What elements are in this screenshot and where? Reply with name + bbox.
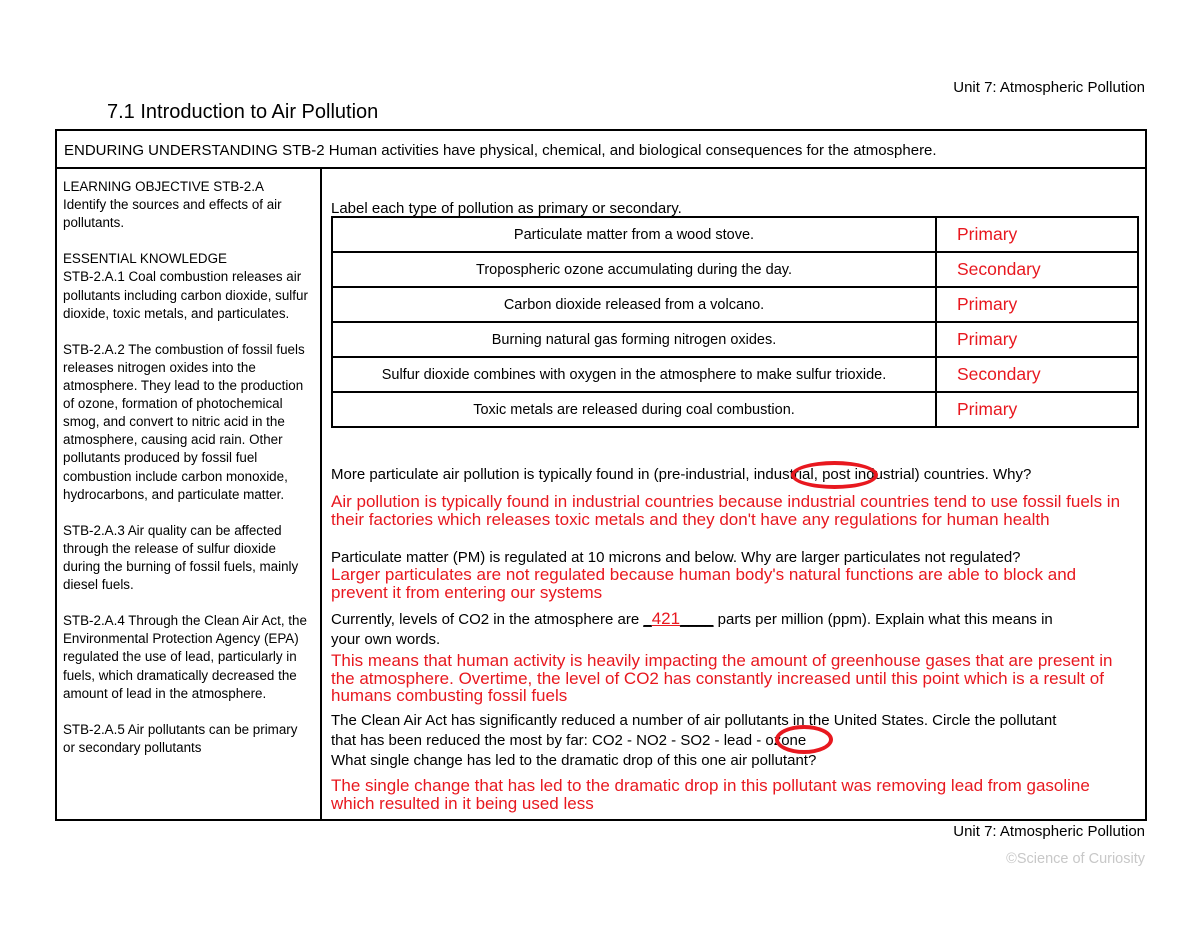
enduring-understanding: ENDURING UNDERSTANDING STB-2 Human activities have physical, chemical, and biological consequences for the atmosphere. bbox=[57, 131, 1145, 169]
question-industrial-post: , post industrial) countries. Why? bbox=[813, 466, 1032, 483]
unit-footer: Unit 7: Atmospheric Pollution bbox=[953, 823, 1145, 840]
pollution-description: Tropospheric ozone accumulating during the day. bbox=[332, 252, 936, 287]
pollution-description: Toxic metals are released during coal combustion. bbox=[332, 392, 936, 427]
question-clean-air-act-line2 bbox=[331, 731, 806, 751]
co2-blank: ____ bbox=[680, 611, 714, 628]
essential-knowledge-text: STB-2.A.1 Coal combustion releases air pollutants including carbon dioxide, sulfur dioxide, toxic metals, and particulates. bbox=[63, 269, 308, 321]
question-co2-pre: Currently, levels of CO2 in the atmosphere are bbox=[331, 611, 644, 628]
answer-circle bbox=[791, 461, 878, 489]
pollution-description: Burning natural gas forming nitrogen oxides. bbox=[332, 322, 936, 357]
table-row bbox=[332, 217, 1138, 252]
pollution-answer: Secondary bbox=[936, 357, 1138, 392]
pollution-answer: Primary bbox=[936, 287, 1138, 322]
learning-objective-text: Identify the sources and effects of air pollutants. bbox=[63, 197, 282, 231]
answer-co2: This means that human activity is heavily impacting the amount of greenhouse gases that are present in the atmosphere. Overtime, the level of CO2 has constantly increased until this point which is a result of humans combusting fossil fuels bbox=[331, 651, 1113, 706]
essential-knowledge-title: ESSENTIAL KNOWLEDGE bbox=[63, 251, 227, 267]
pollution-description: Particulate matter from a wood stove. bbox=[332, 217, 936, 252]
answer-circle bbox=[775, 725, 833, 754]
copyright: ©Science of Curiosity bbox=[1006, 851, 1145, 867]
answer-particulates: Larger particulates are not regulated because human body's natural functions are able to block and prevent it from entering our systems bbox=[331, 565, 1077, 602]
essential-knowledge-4: STB-2.A.4 Through the Clean Air Act, the Environmental Protection Agency (EPA) regulated the use of lead, particularly in fuels, which dramatically decreased the amount of lead in the atmosphere. bbox=[63, 613, 307, 701]
question-co2 bbox=[331, 609, 1053, 630]
objectives-column bbox=[57, 169, 322, 819]
pollutant-list-pre: that has been reduced the most by far: CO2 - NO2 - SO2 - bbox=[331, 732, 724, 749]
question-industrial bbox=[331, 465, 1031, 485]
co2-blank: _ bbox=[643, 611, 652, 628]
page-title: 7.1 Introduction to Air Pollution bbox=[107, 101, 379, 123]
learning-objective-title: LEARNING OBJECTIVE STB-2.A bbox=[63, 179, 264, 194]
question-co2-line2: your own words. bbox=[331, 631, 441, 648]
question-industrial-pre: More particulate air pollution is typically found in (pre-industrial, bbox=[331, 466, 754, 483]
pollution-description: Sulfur dioxide combines with oxygen in the atmosphere to make sulfur trioxide. bbox=[332, 357, 936, 392]
essential-knowledge-1 bbox=[63, 250, 312, 322]
circled-lead: lead bbox=[723, 732, 753, 749]
co2-value: 421 bbox=[651, 609, 681, 628]
circled-industrial: industrial bbox=[753, 466, 814, 483]
pollution-answer: Secondary bbox=[936, 252, 1138, 287]
table-row bbox=[332, 252, 1138, 287]
pollution-answer: Primary bbox=[936, 392, 1138, 427]
essential-knowledge-2: STB-2.A.2 The combustion of fossil fuels releases nitrogen oxides into the atmosphere. They lead to the production of ozone, formation of photochemical smog, and convert to nitric acid in the atmosphere, causing acid rain. Other pollutants produced by fossil fuel combustion include carbon monoxide, hydrocarbons, and particulate matter. bbox=[63, 341, 305, 502]
answer-industrial: Air pollution is typically found in industrial countries because industrial countries tend to use fossil fuels in their factories which releases toxic metals and they don't have any regulations for human health bbox=[331, 492, 1121, 529]
question-clean-air-act-line3: What single change has led to the dramatic drop of this one air pollutant? bbox=[331, 752, 817, 769]
essential-knowledge-5: STB-2.A.5 Air pollutants can be primary or secondary pollutants bbox=[63, 721, 298, 755]
table-instruction: Label each type of pollution as primary or secondary. bbox=[331, 200, 682, 217]
pollution-answer: Primary bbox=[936, 322, 1138, 357]
answer-lead: The single change that has led to the dramatic drop in this pollutant was removing lead from gasoline which resulted in it being used less bbox=[331, 776, 1090, 813]
questions-column bbox=[322, 169, 1145, 819]
question-co2-post: parts per million (ppm). Explain what this means in bbox=[713, 611, 1053, 628]
learning-objective bbox=[63, 178, 312, 232]
worksheet-table bbox=[55, 129, 1147, 821]
pollution-classification-table bbox=[331, 216, 1139, 428]
table-row bbox=[332, 392, 1138, 427]
pollution-description: Carbon dioxide released from a volcano. bbox=[332, 287, 936, 322]
table-row bbox=[332, 287, 1138, 322]
question-clean-air-act: The Clean Air Act has significantly reduced a number of air pollutants in the United States. Circle the pollutant bbox=[331, 712, 1057, 729]
pollution-answer: Primary bbox=[936, 217, 1138, 252]
unit-header: Unit 7: Atmospheric Pollution bbox=[953, 79, 1145, 96]
table-row bbox=[332, 322, 1138, 357]
pollutant-list-post: - ozone bbox=[752, 732, 807, 749]
essential-knowledge-3: STB-2.A.3 Air quality can be affected through the release of sulfur dioxide during the burning of fossil fuels, mainly diesel fuels. bbox=[63, 522, 299, 593]
question-particulates: Particulate matter (PM) is regulated at 10 microns and below. Why are larger particulates not regulated? bbox=[331, 549, 1021, 566]
table-row bbox=[332, 357, 1138, 392]
